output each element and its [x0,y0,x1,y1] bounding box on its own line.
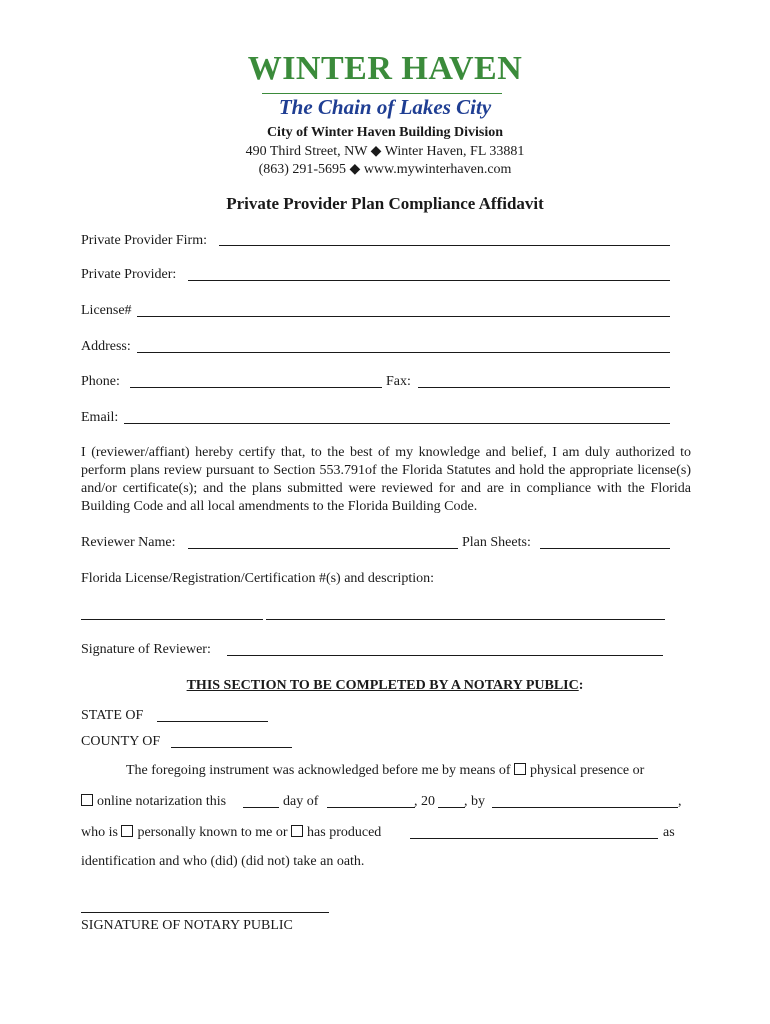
form-title: Private Provider Plan Compliance Affidavit [226,194,544,213]
license-label: License# [81,303,132,318]
day-of-label: day of [283,794,319,809]
license-number-field[interactable] [81,619,263,620]
logo-divider [262,93,502,94]
plan-sheets-label: Plan Sheets: [462,535,531,550]
provider-label: Private Provider: [81,267,177,282]
reviewer-signature-field[interactable] [227,655,663,656]
firm-label: Private Provider Firm: [81,233,207,248]
acknowledgement-line: The foregoing instrument was acknowledged before me by means of physical presence or [126,763,645,778]
by-label: , by [464,794,485,809]
license-field[interactable] [137,316,670,317]
notary-signature-field[interactable] [81,912,329,913]
logo-tagline: The Chain of Lakes City [278,95,492,119]
notary-signature-label: SIGNATURE OF NOTARY PUBLIC [81,918,293,933]
as-label: as [663,825,675,840]
fax-label: Fax: [386,374,411,389]
plan-sheets-field[interactable] [540,548,670,549]
address-field[interactable] [137,352,670,353]
contact-line: (863) 291-5695 ◆ www.mywinterhaven.com [258,162,512,177]
county-label: COUNTY OF [81,734,161,749]
email-field[interactable] [124,423,670,424]
certification-statement: I (reviewer/affiant) hereby certify that, to the best of my knowledge and belief, I am duly authorized to perform plans review pursuant to Section 553.791of the Florida Statutes and hold the appropriate license(s) and/or certificate(s); and the plans submitted were reviewed for and are in compliance with the Florida Building Code and all local amendments to the Florida Building Code. [81,445,691,514]
logo-title: WINTER HAVEN [247,50,523,87]
day-field[interactable] [243,807,279,808]
oath-line: identification and who (did) (did not) take an oath. [81,854,365,869]
division-name: City of Winter Haven Building Division [266,125,504,140]
state-label: STATE OF [81,708,144,723]
has-produced-checkbox[interactable] [291,825,303,837]
month-field[interactable] [327,807,415,808]
online-notarization-line: online notarization this [81,794,226,810]
phone-field[interactable] [130,387,382,388]
firm-field[interactable] [219,245,670,246]
county-field[interactable] [171,747,292,748]
identification-field[interactable] [410,838,658,839]
license-description-field[interactable] [266,619,665,620]
reviewer-name-label: Reviewer Name: [81,535,176,550]
state-field[interactable] [157,721,268,722]
year-field[interactable] [438,807,465,808]
address-label: Address: [81,339,131,354]
who-is-line: who is personally known to me or has produced [81,825,382,840]
signer-name-field[interactable] [492,807,678,808]
online-notarization-checkbox[interactable] [81,794,93,806]
phone-label: Phone: [81,374,120,389]
personally-known-checkbox[interactable] [121,825,133,837]
physical-presence-checkbox[interactable] [514,763,526,775]
license-description-label: Florida License/Registration/Certification #(s) and description: [81,571,435,586]
email-label: Email: [81,410,119,425]
year-prefix-label: , 20 [414,794,435,809]
by-comma: , [678,794,682,809]
provider-field[interactable] [188,280,670,281]
notary-heading: THIS SECTION TO BE COMPLETED BY A NOTARY PUBLIC: [186,678,584,693]
reviewer-name-field[interactable] [188,548,458,549]
address-line: 490 Third Street, NW ◆ Winter Haven, FL 33881 [245,144,525,159]
reviewer-signature-label: Signature of Reviewer: [81,642,211,657]
fax-field[interactable] [418,387,670,388]
